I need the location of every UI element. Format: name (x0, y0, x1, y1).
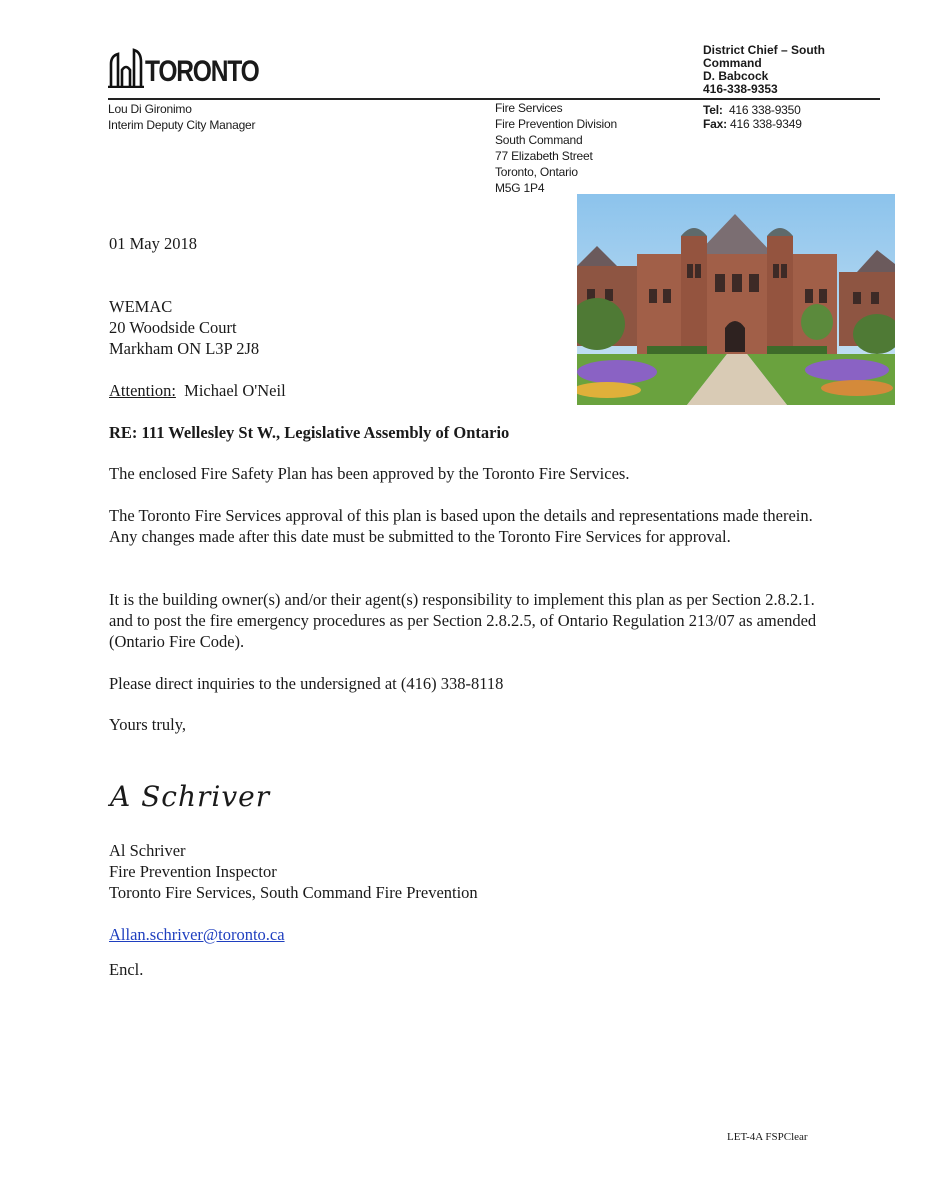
dept-line: M5G 1P4 (495, 181, 545, 195)
dept-line: Fire Prevention Division (495, 117, 617, 131)
body-paragraph: It is the building owner(s) and/or their agent(s) responsibility to implement this plan as per Section 2.8.2.1. and to post the fire emergency procedures as per Section 2.8.2.5, of Ontario Regulation 213/07 as amended (Ontario Fire Code). (109, 590, 817, 651)
city-hall-icon (108, 44, 144, 88)
sender-block (108, 101, 255, 133)
email-link[interactable]: Allan.schriver@toronto.ca (109, 925, 285, 944)
attention-label: Attention: (109, 381, 176, 400)
sender-name: Lou Di Gironimo (108, 102, 192, 116)
toronto-logo (108, 44, 259, 88)
attention-name: Michael O'Neil (184, 381, 286, 400)
fax-label: Fax: (703, 117, 727, 131)
department-address (495, 100, 617, 196)
enclosure: Encl. (109, 960, 144, 979)
logo-wordmark: TORONTO (145, 55, 259, 88)
body-paragraph: Please direct inquiries to the undersigned at (416) 338-8118 (109, 674, 504, 693)
footer-code: LET-4A FSPClear (727, 1131, 808, 1143)
fax-line (703, 117, 802, 131)
district-chief-block (703, 44, 825, 96)
dept-line: Fire Services (495, 101, 563, 115)
body-paragraph: The Toronto Fire Services approval of this plan is based upon the details and representations made therein. Any changes made after this date must be submitted to the Toronto Fire Services for approval. (109, 506, 813, 546)
attention-line (109, 380, 286, 401)
tel-value: 416 338-9350 (728, 103, 801, 117)
dept-line: Toronto, Ontario (495, 165, 578, 179)
recipient-line: Markham ON L3P 2J8 (109, 339, 260, 358)
fax-value: 416 338-9349 (730, 117, 802, 131)
body-paragraph: The enclosed Fire Safety Plan has been approved by the Toronto Fire Services. (109, 464, 630, 483)
chief-line: District Chief – South (703, 43, 826, 57)
recipient-line: 20 Woodside Court (109, 318, 237, 337)
signer-name: Al Schriver (109, 841, 186, 860)
recipient-address (109, 296, 259, 359)
dept-line: South Command (495, 133, 583, 147)
handwritten-signature: A Schriver (110, 780, 271, 813)
header-divider (108, 98, 880, 100)
signer-org: Toronto Fire Services, South Command Fire Prevention (109, 883, 478, 902)
tel-line (703, 103, 802, 117)
closing: Yours truly, (109, 715, 187, 734)
chief-line: D. Babcock (703, 69, 769, 83)
recipient-line: WEMAC (109, 297, 173, 316)
signer-block (109, 840, 478, 903)
chief-line: 416-338-9353 (703, 82, 778, 96)
signer-title: Fire Prevention Inspector (109, 862, 277, 881)
chief-line: Command (703, 56, 762, 70)
tel-label: Tel: (703, 103, 723, 117)
dept-line: 77 Elizabeth Street (495, 149, 593, 163)
sender-title: Interim Deputy City Manager (108, 118, 256, 132)
legislative-building-photo (577, 194, 895, 405)
contact-numbers (703, 103, 802, 131)
letter-date: 01 May 2018 (109, 234, 197, 253)
subject-line: RE: 111 Wellesley St W., Legislative Assembly of Ontario (109, 423, 510, 442)
